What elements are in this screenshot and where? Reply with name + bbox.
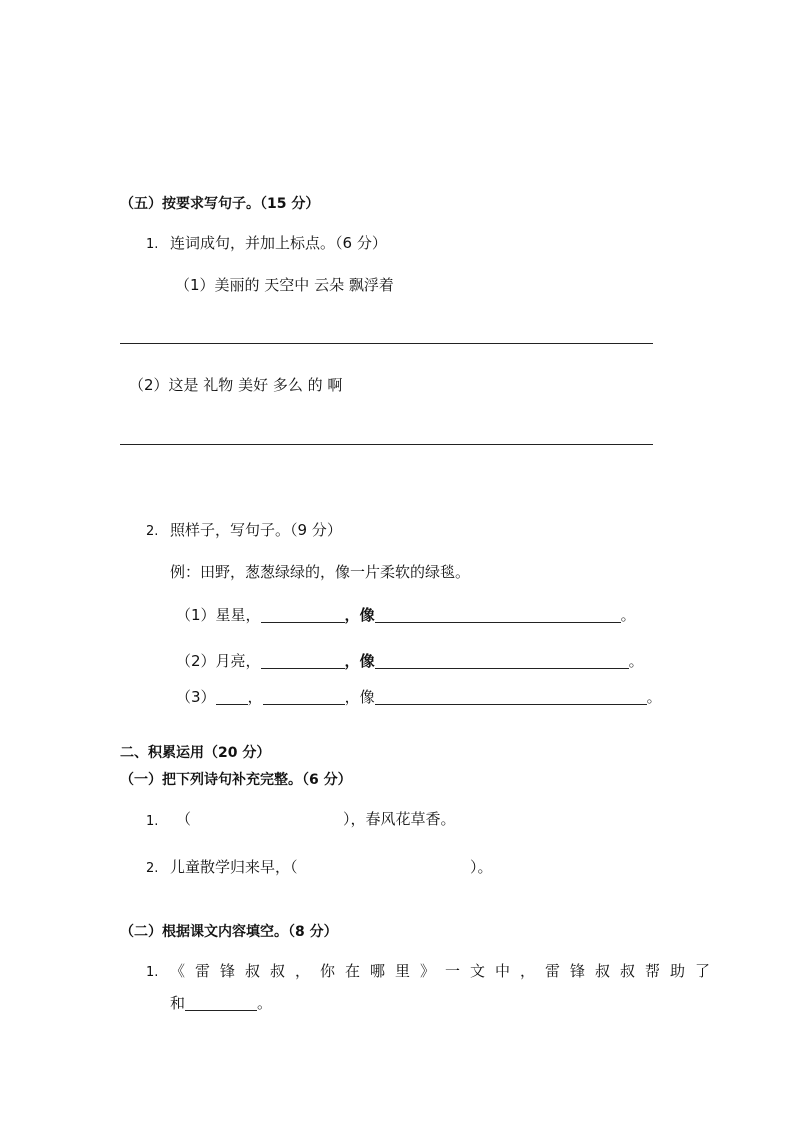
blank[interactable] [375, 608, 621, 623]
question-number: 2. [146, 524, 159, 539]
question-text: 连词成句，并加上标点。（6 分） [170, 234, 387, 252]
question-number: 1. [146, 965, 159, 980]
question-item: （1）美丽的 天空中 云朵 飘浮着 [175, 276, 394, 294]
fill-like: 像 [359, 652, 375, 670]
fill-like: 像 [359, 606, 375, 624]
fill-end: 。 [620, 606, 636, 624]
fill-comma: ， [344, 652, 360, 670]
fill-end: 。 [257, 994, 273, 1012]
subsection-title: （二）根据课文内容填空。（8 分） [120, 924, 338, 940]
blank[interactable] [263, 690, 345, 705]
question-number: 1. [146, 237, 159, 252]
fill-end: 。 [646, 688, 662, 706]
blank[interactable] [375, 654, 629, 669]
fill-label: 和 [170, 994, 186, 1012]
subsection-title: （一）把下列诗句补充完整。（6 分） [120, 772, 352, 788]
fill-end: 。 [628, 652, 644, 670]
fill-label: （1）星星， [176, 606, 261, 624]
question-number: 2. [146, 861, 159, 876]
poem-close: ），春风花草香。 [343, 810, 456, 828]
fill-label: （3） [176, 688, 216, 706]
question-text: 《雷锋叔叔，你在哪里》一文中，雷锋叔叔帮助了 [170, 962, 721, 980]
poem-close: ）。 [470, 858, 493, 876]
fill-line-1 [176, 608, 636, 623]
fill-comma: ， [247, 688, 263, 706]
question-item: （2）这是 礼物 美好 多么 的 啊 [129, 376, 343, 394]
question-number: 1. [146, 814, 159, 829]
section-title: （五）按要求写句子。（15 分） [120, 196, 320, 212]
answer-line [120, 444, 653, 445]
fill-label: （2）月亮， [176, 652, 261, 670]
blank[interactable] [261, 608, 345, 623]
example-sentence: 例：田野，葱葱绿绿的，像一片柔软的绿毯。 [170, 563, 471, 581]
poem-text: 儿童散学归来早，（ [170, 858, 298, 876]
blank[interactable] [375, 690, 647, 705]
blank[interactable] [261, 654, 345, 669]
question-text: 照样子，写句子。（9 分） [170, 521, 342, 539]
poem-open: （ [176, 810, 192, 828]
fill-line-2 [176, 654, 644, 669]
blank[interactable] [185, 996, 257, 1011]
answer-line [120, 343, 653, 344]
fill-line [170, 996, 272, 1011]
blank[interactable] [216, 690, 248, 705]
fill-line-3 [176, 690, 662, 705]
section-title: 二、积累运用（20 分） [120, 745, 271, 761]
fill-comma: ， [344, 606, 360, 624]
fill-like: ，像 [344, 688, 375, 706]
